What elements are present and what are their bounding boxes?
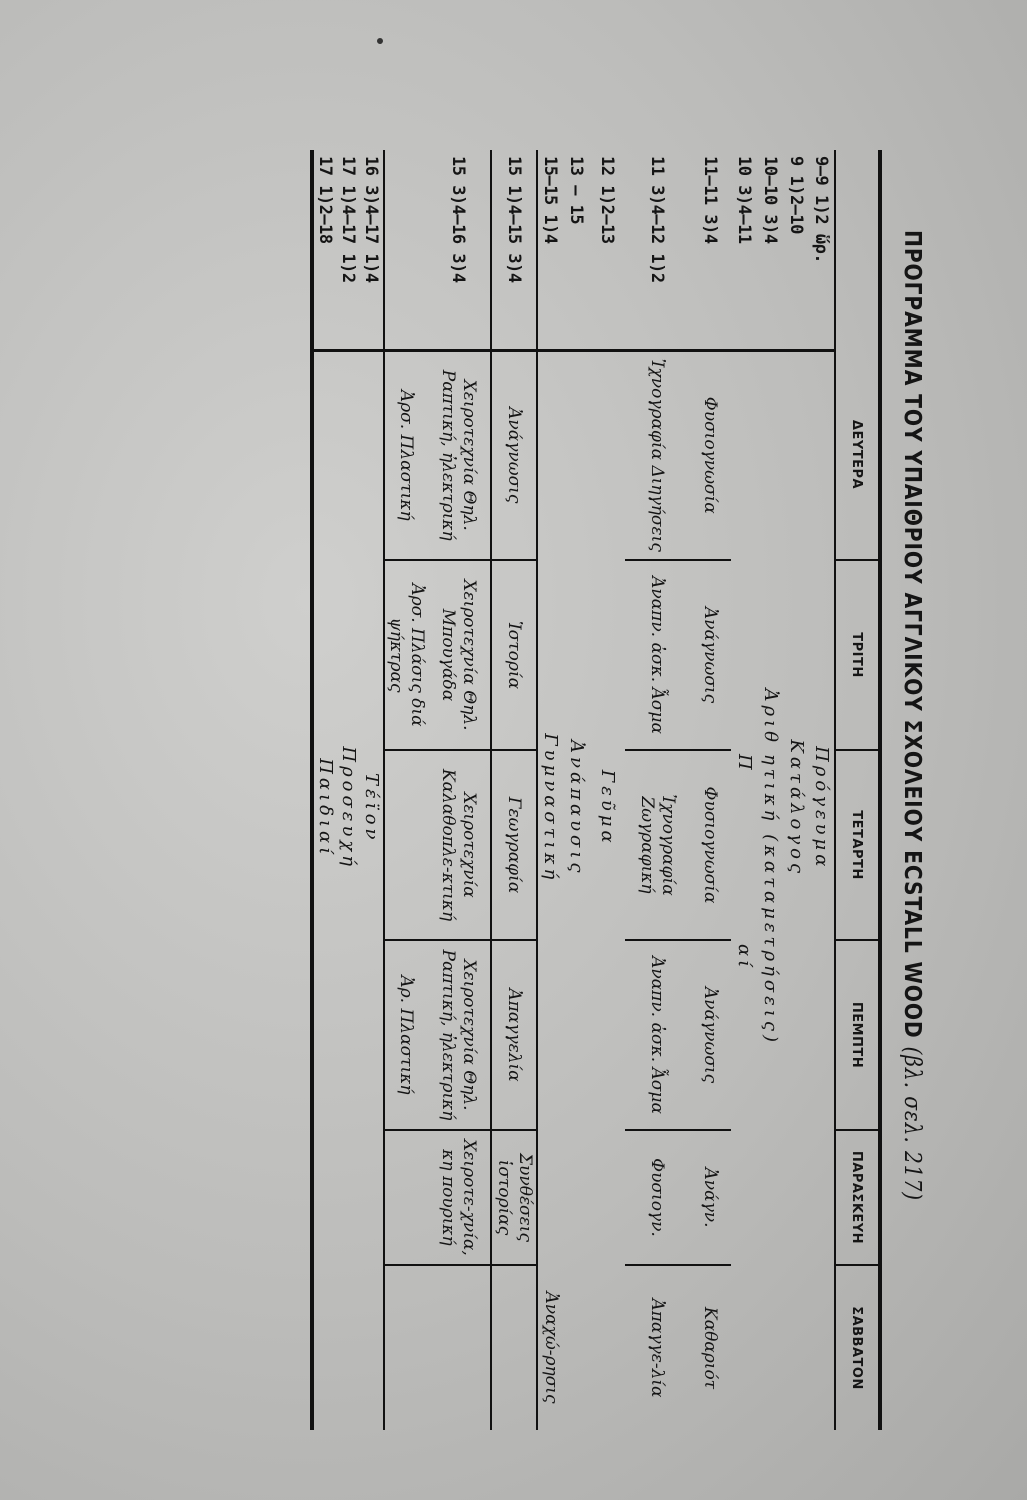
cell-wednesday: Γεωγραφία [491,750,537,940]
span-cell-right: αί [734,944,755,972]
empty-cell [491,1265,537,1430]
empty-cell [360,1265,384,1430]
empty-cell [384,1265,427,1430]
span-cell-right: ητική (καταμετρήσεις) [760,754,781,1046]
time-cell: 16 3)4—17 1)4 [360,150,384,350]
time-cell: 15—15 1)4 [537,150,563,350]
header-tuesday: ΤΡΙΤΗ [835,560,880,750]
cell-tuesday: Χειροτεχνία Θηλ. Μπουγάδα [427,560,491,750]
cell-thursday: Ἀρ. Πλαστική [384,940,427,1130]
cell-tuesday: Ἀνάγνωσις [689,560,731,750]
time-cell [384,150,427,350]
title-text: ΠΡΟΓΡΑΜΜΑ ΤΟΥ ΥΠΑΙΘΡΙΟΥ ΑΓΓΛΙΚΟΥ ΣΧΟΛΕΙΟΥ ECSTALL WOOD [899,230,925,1039]
table-row [537,150,563,1430]
table-row [689,150,731,1430]
table-row [783,150,809,1430]
time-header [835,150,880,350]
empty-cell [731,350,757,560]
time-cell: 13 — 15 [563,150,589,350]
header-wednesday: ΤΕΤΑΡΤΗ [835,750,880,940]
cell-wednesday: Χειροτεχνία Καλαθοπλε-κτική [427,750,491,940]
cell-saturday: Καθαριότ [689,1265,731,1430]
empty-cell [757,350,783,560]
table-row [589,150,625,1430]
span-cell: Τέϊον [361,772,383,844]
table-row [427,150,491,1430]
time-cell: 17 1)4—17 1)2 [336,150,360,350]
cell-friday [384,1130,427,1265]
time-cell: 9—9 1)2 ὥρ. [809,150,835,350]
empty-cell [427,1265,491,1430]
cell-thursday: Ἀναπν. ἀσκ. Ἆσμα [625,940,689,1130]
schedule-table [310,150,882,1430]
empty-cell [731,560,757,750]
span-cell: Γεῦμα [597,769,618,847]
table-row [625,150,689,1430]
table-row [336,150,360,1430]
span-cell-left: Ἀριθ [760,688,781,746]
cell-friday: Ἀνάγν. [689,1130,731,1265]
cell-tuesday: Ἀναπν. ἀσκ. Ἆσμα [625,560,689,750]
time-cell: 10—10 3)4 [757,150,783,350]
empty-cell [757,1265,783,1430]
time-cell: 12 1)2—13 [589,150,625,350]
time-cell: 11—11 3)4 [689,150,731,350]
cell-monday: Ἰχνογραφία Διηγήσεις [647,358,668,552]
cell-wednesday: Φυσιογνωσία [689,750,731,940]
empty-cell [809,1265,835,1430]
cell-thursday: Ἀπαγγελία [491,940,537,1130]
title-reference: (βλ. σελ. 217) [899,1046,925,1202]
empty-cell [312,1265,336,1430]
cell-tuesday: Ἱστορία [491,560,537,750]
time-cell: 11 3)4—12 1)2 [625,150,689,350]
time-cell: 17 1)2—18 [312,150,336,350]
empty-cell [731,1130,757,1430]
cell-friday: Συνθέσεις ἱστορίας [491,1130,537,1265]
table-row [731,150,757,1430]
cell-wednesday [384,750,427,940]
time-cell: 9 1)2—10 [783,150,809,350]
cell-friday: Χειροτε-χνία, κη πουρική [427,1130,491,1265]
header-row [835,150,880,1430]
table-row [757,150,783,1430]
cell-saturday: Ἀναχώ-ρησις [541,1291,561,1404]
header-saturday: ΣΑΒΒΑΤΟΝ [835,1265,880,1430]
header-thursday: ΠΕΜΠΤΗ [835,940,880,1130]
cell-thursday: Χειροτεχνία Θηλ. Ραπτική, ἠλεκτρική [427,940,491,1130]
table-row [809,150,835,1430]
span-cell: Κατάλογος [786,739,807,878]
cell-thursday: Ἀνάγνωσις [689,940,731,1130]
cell-monday: Ἀνάγνωσις [504,407,525,504]
table-row [491,150,537,1430]
empty-cell [563,1265,589,1430]
cell-monday: Χειροτεχνία Θηλ. Ραπτική, ἠλεκτρική [438,369,480,541]
page-title [899,230,925,1286]
header-friday: ΠΑΡΑΣΚΕΥΗ [835,1130,880,1265]
span-cell-left: Π [734,754,755,774]
span-cell: Πρόγευμα [811,746,833,871]
table-row [384,150,427,1430]
cell-tuesday: Ἀρσ. Πλάσις διά ψήκτρας [384,560,427,750]
cell-wednesday: Ἰχνογραφία Ζωγραφική [625,750,689,940]
empty-cell [783,1265,809,1430]
header-monday: ΔΕΥΤΕΡΑ [835,350,880,560]
cell-monday: Ἀρσ. Πλαστική [396,389,417,521]
empty-cell [336,1265,360,1430]
empty-cell [589,1265,625,1430]
span-cell: Προσευχή [338,746,359,871]
table-row [312,150,336,1430]
span-cell: Ἀνάπαυσις [566,740,587,877]
time-cell: 15 3)4—16 3)4 [427,150,491,350]
cell-friday: Φυσιογν. [625,1130,689,1265]
time-cell: 10 3)4—11 [731,150,757,350]
span-cell: Γυμναστική [540,733,562,884]
cell-monday: Φυσιογνωσία [700,396,721,514]
time-cell: 15 1)4—15 3)4 [491,150,537,350]
table-row [360,150,384,1430]
span-cell: Παιδιαί [312,350,336,1265]
cell-saturday: Ἀπαγγε-λία [625,1265,689,1430]
table-row [563,150,589,1430]
